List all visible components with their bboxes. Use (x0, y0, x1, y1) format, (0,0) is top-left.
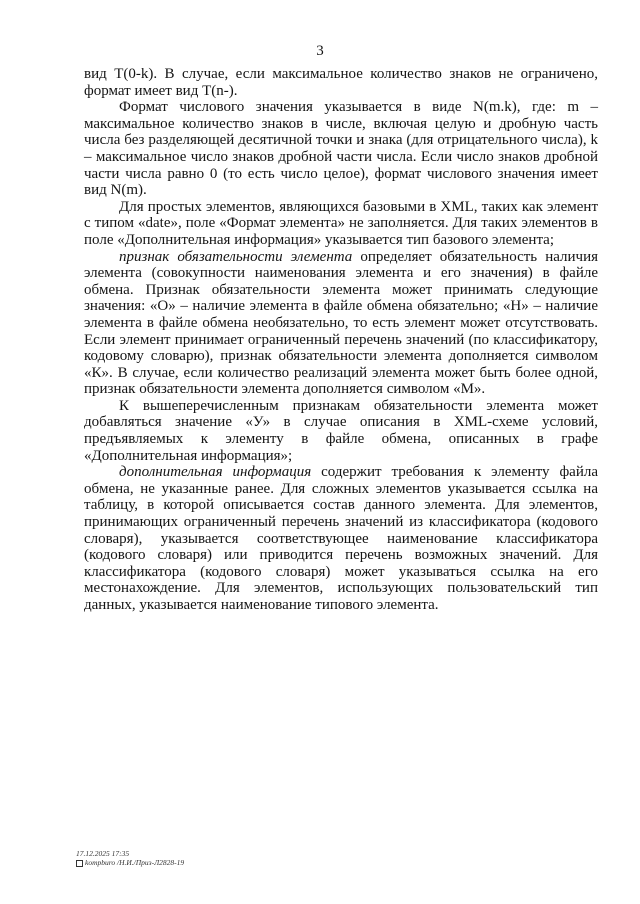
paragraph-base-xml-elements: Для простых элементов, являющихся базовыми в XML, таких как элемент с типом «date», поле «Формат элемента» не заполняется. Для таких элементов в поле «Дополнительная информация» указывается тип базового элемента; (84, 198, 598, 248)
paragraph-mandatory-attribute-text: определяет обязательность наличия элемента (совокупности наименования элемента и его значения) в файле обмена. Признак обязательности элемента может принимать следующие значения: «О» – наличие элемента в файле обмена обязательно; «Н» – наличие элемента в файле обмена необязательно, то есть элемент может отсутствовать. Если элемент принимает ограниченный перечень значений (по классификатору, кодовому словарю), признак обязательности элемента дополняется символом «К». В случае, если количество реализаций элемента может быть более одной, признак обязательности элемента дополняется символом «М». (84, 248, 598, 398)
term-mandatory-attribute: признак обязательности элемента (119, 248, 353, 265)
term-additional-info: дополнительная информация (119, 464, 312, 481)
paragraph-numeric-format: Формат числового значения указывается в виде N(m.k), где: m – максимальное количество знаков в числе, включая целую и дробную часть числа без разделяющей десятичной точки и знака (для отрицательного числа), k – максимальное число знаков дробной части числа. Если число знаков дробной части числа равно 0 (то есть число целое), формат числового значения имеет вид N(m). (84, 99, 598, 199)
paragraph-additional-info (84, 464, 598, 613)
document-body (84, 66, 598, 614)
paragraph-mandatory-attribute (84, 249, 598, 398)
footer-timestamp: 17.12.2025 17:35 (76, 849, 130, 858)
paragraph-format-text-end: вид T(0-k). В случае, если максимальное количество знаков не ограничено, формат имеет вид T(n-). (84, 66, 598, 99)
paragraph-conditional-value: К вышеперечисленным признакам обязательности элемента может добавляться значение «У» в случае описания в XML-схеме условий, предъявляемых к элементу в файле обмена, описанных в графе «Дополнительная информация»; (84, 397, 598, 464)
document-footer (76, 849, 184, 867)
footer-stamp-line (76, 858, 184, 867)
page-number: 3 (316, 43, 324, 59)
checkbox-square-icon (76, 860, 83, 867)
footer-stamp: kompburo /Н.И./Приз-Л2828-19 (85, 858, 185, 867)
paragraph-additional-info-text: содержит требования к элементу файла обмена, не указанные ранее. Для сложных элементов указывается ссылка на таблицу, в которой описывается состав данного элемента. Для элементов, принимающих ограниченный перечень значений из классификатора (кодового словаря), указывается соответствующее наименование классификатора (кодового словаря) или приводится перечень возможных значений. Для классификатора (кодового словаря) может указываться ссылка на его местонахождение. Для элементов, использующих пользовательский тип данных, указывается наименование типового элемента. (84, 464, 598, 613)
